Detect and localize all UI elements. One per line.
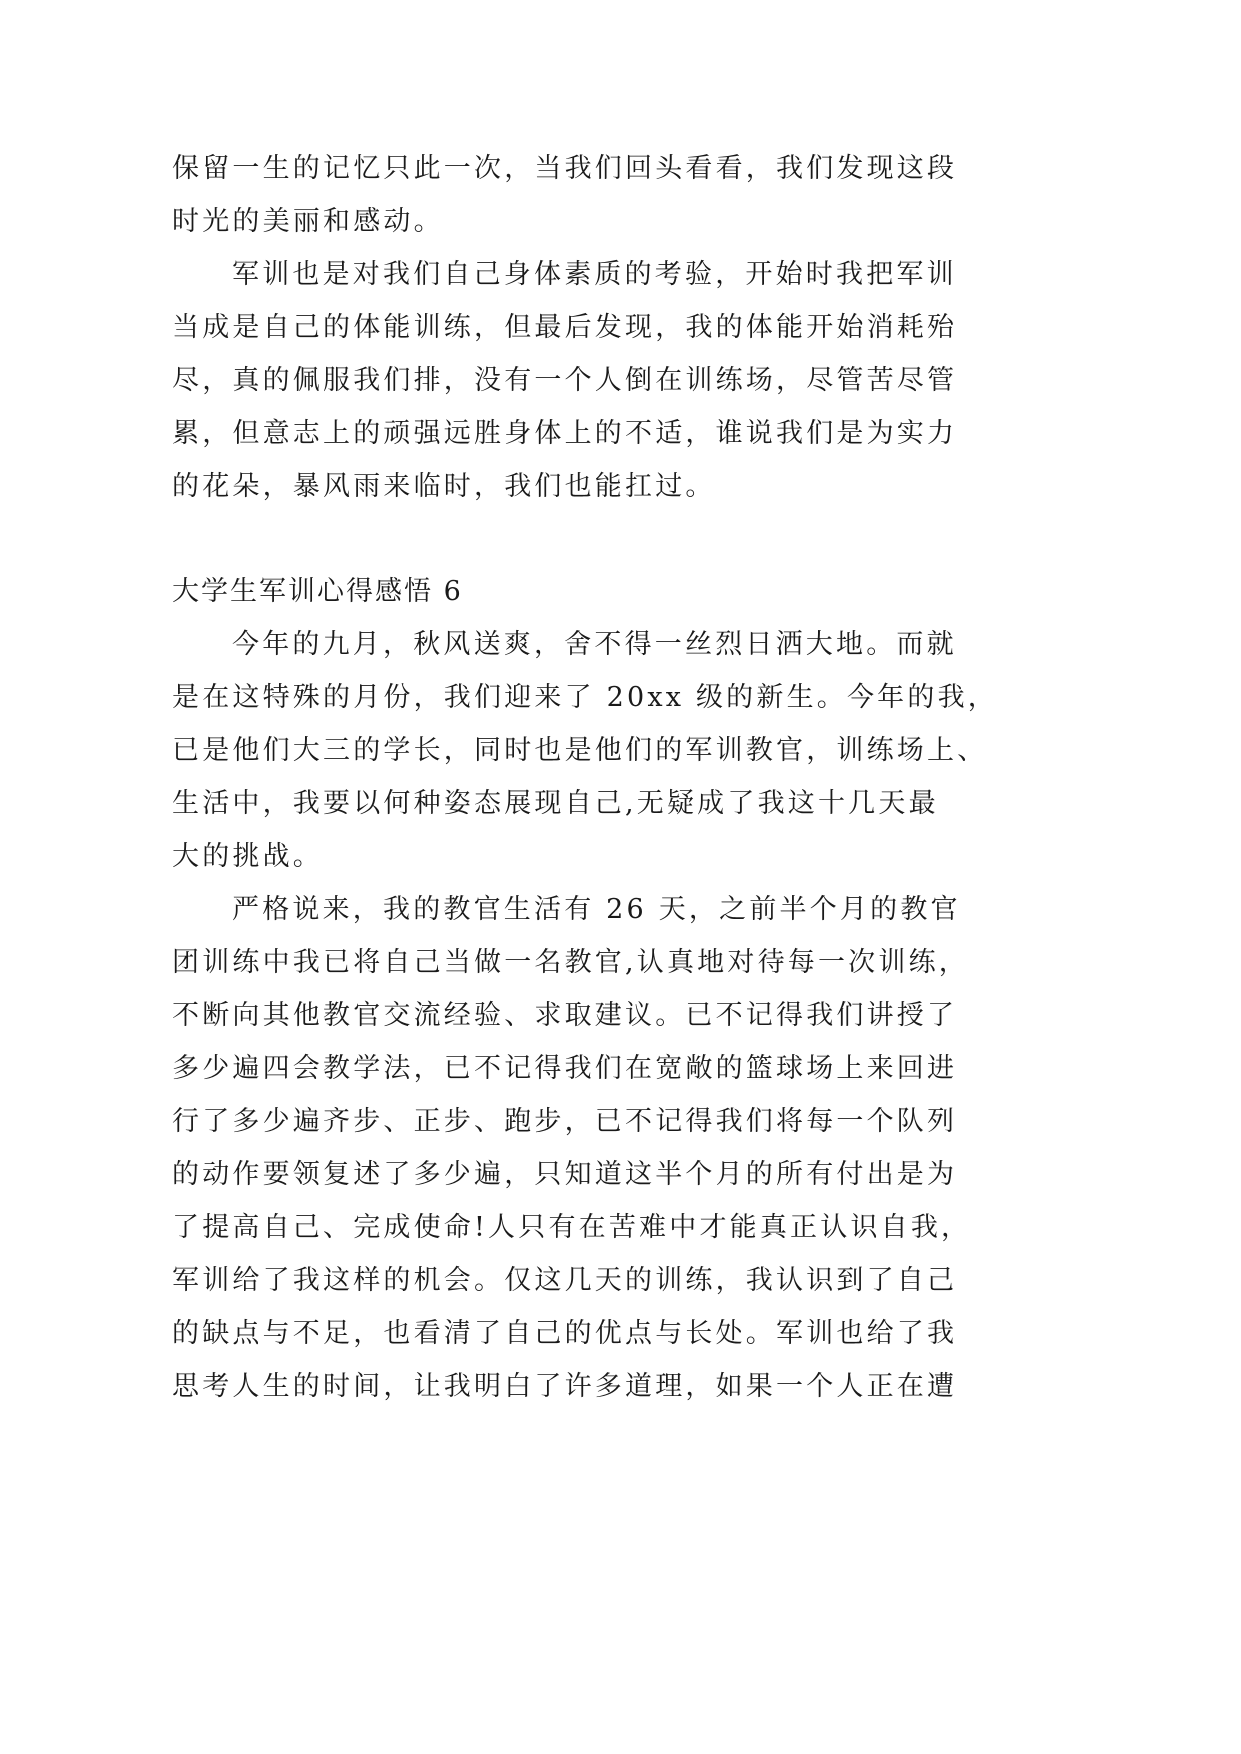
- text-line: 生活中，我要以何种姿态展现自己,无疑成了我这十几天最: [172, 788, 939, 819]
- text-line: 的动作要领复述了多少遍，只知道这半个月的所有付出是为: [172, 1159, 958, 1190]
- text-line: 保留一生的记忆只此一次，当我们回头看看，我们发现这段: [172, 153, 958, 184]
- text-line: 当成是自己的体能训练，但最后发现，我的体能开始消耗殆: [172, 312, 958, 343]
- paragraph-physical-test: [172, 248, 958, 513]
- text-line: 思考人生的时间，让我明白了许多道理，如果一个人正在遭: [172, 1371, 958, 1402]
- text-line: 军训也是对我们自己身体素质的考验，开始时我把军训: [232, 259, 957, 290]
- document-body: [172, 142, 998, 1413]
- text-line: 已是他们大三的学长，同时也是他们的军训教官，训练场上、: [172, 735, 988, 766]
- text-line: 团训练中我已将自己当做一名教官,认真地对待每一次训练，: [172, 947, 969, 978]
- section-heading: 大学生军训心得感悟 6: [172, 576, 463, 607]
- text-line: 是在这特殊的月份，我们迎来了 20xx 级的新生。今年的我，: [172, 682, 998, 713]
- text-line: 累，但意志上的顽强远胜身体上的不适，谁说我们是为实力: [172, 418, 958, 449]
- text-line: 不断向其他教官交流经验、求取建议。已不记得我们讲授了: [172, 1000, 958, 1031]
- text-line: 严格说来，我的教官生活有 26 天，之前半个月的教官: [232, 894, 961, 925]
- text-line: 大的挑战。: [172, 841, 323, 872]
- text-line: 尽，真的佩服我们排，没有一个人倒在训练场，尽管苦尽管: [172, 365, 958, 396]
- text-line: 时光的美丽和感动。: [172, 206, 444, 237]
- paragraph-september: [172, 618, 998, 883]
- text-line: 的缺点与不足，也看清了自己的优点与长处。军训也给了我: [172, 1318, 958, 1349]
- paragraph-instructor-life: [172, 883, 972, 1413]
- text-line: 了提高自己、完成使命!人只有在苦难中才能真正认识自我，: [172, 1212, 972, 1243]
- text-line: 今年的九月，秋风送爽，舍不得一丝烈日洒大地。而就: [232, 629, 957, 660]
- text-line: 的花朵，暴风雨来临时，我们也能扛过。: [172, 471, 716, 502]
- text-line: 多少遍四会教学法，已不记得我们在宽敞的篮球场上来回进: [172, 1053, 958, 1084]
- text-line: 军训给了我这样的机会。仅这几天的训练，我认识到了自己: [172, 1265, 958, 1296]
- text-line: 行了多少遍齐步、正步、跑步，已不记得我们将每一个队列: [172, 1106, 958, 1137]
- section-spacer: [172, 513, 942, 565]
- paragraph-continuation: [172, 142, 958, 248]
